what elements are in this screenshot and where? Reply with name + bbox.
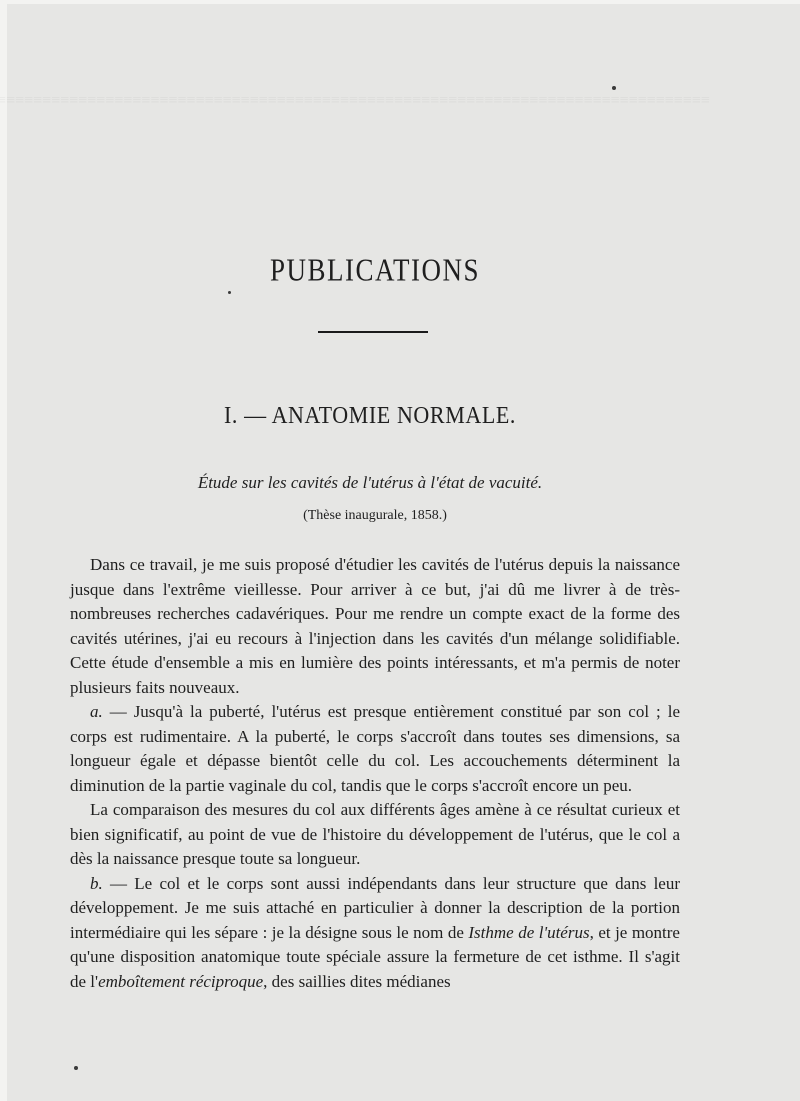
- paragraph-4: [70, 872, 680, 995]
- paper-speck: [612, 86, 616, 90]
- page-edge: [0, 0, 7, 1101]
- work-note: (Thèse inaugurale, 1858.): [303, 508, 447, 523]
- page-edge: [0, 0, 800, 4]
- body-text: [70, 553, 680, 994]
- paragraph-marker-a: a.: [90, 702, 103, 721]
- paragraph-4-text-1: — Le col et le corps sont aussi indépendants dans leur structure que dans leur développement. Je me suis attaché en particulier à donner la description de la portion intermédiaire qui les sépare : je la désigne sous le nom de: [70, 873, 680, 942]
- bleed-through-texture: [70, 90, 710, 112]
- paragraph-marker-b: b.: [90, 873, 103, 893]
- title-divider: [318, 331, 428, 333]
- paragraph-2: [70, 700, 680, 798]
- section-heading: I. — ANATOMIE NORMALE.: [223, 400, 517, 429]
- term-isthme: Isthme de l'utérus: [468, 922, 590, 942]
- paragraph-4-text-2: , et je montre qu'une disposition anatomique toute spéciale assure la fermeture de cet isthme. Il s'agit de l': [70, 922, 680, 991]
- term-emboitement: emboîtement réciproque: [98, 971, 264, 991]
- paragraph-3: La comparaison des mesures du col aux différents âges amène à ce résultat curieux et bien significatif, au point de vue de l'histoire du développement de l'utérus, que le col a dès la naissance presque toute sa longueur.: [70, 800, 680, 868]
- paper-speck: [228, 291, 231, 294]
- page-title: PUBLICATIONS: [269, 252, 481, 288]
- work-title: Étude sur les cavités de l'utérus à l'état de vacuité.: [197, 473, 543, 492]
- paragraph-4-text-3: , des saillies dites médianes: [263, 971, 451, 991]
- paragraph-2-text: — Jusqu'à la puberté, l'utérus est presque entièrement constitué par son col ; le corps est rudimentaire. A la puberté, le corps s'accroît dans toutes ses dimensions, sa longueur égale et dépasse bientôt celle du col. Les accouchements déterminent la diminution de la partie vaginale du col, tandis que le corps s'accroît encore un peu.: [70, 702, 680, 795]
- paper-speck: [74, 1066, 78, 1070]
- paragraph-1: Dans ce travail, je me suis proposé d'étudier les cavités de l'utérus depuis la naissance jusque dans l'extrême vieillesse. Pour arriver à ce but, j'ai dû me livrer à de très-nombreuses recherches cadavériques. Pour me rendre un compte exact de la forme des cavités utérines, j'ai eu recours à l'injection dans les cavités d'un mélange solidifiable. Cette étude d'ensemble a mis en lumière des points intéressants, et m'a permis de noter plusieurs faits nouveaux.: [70, 555, 680, 697]
